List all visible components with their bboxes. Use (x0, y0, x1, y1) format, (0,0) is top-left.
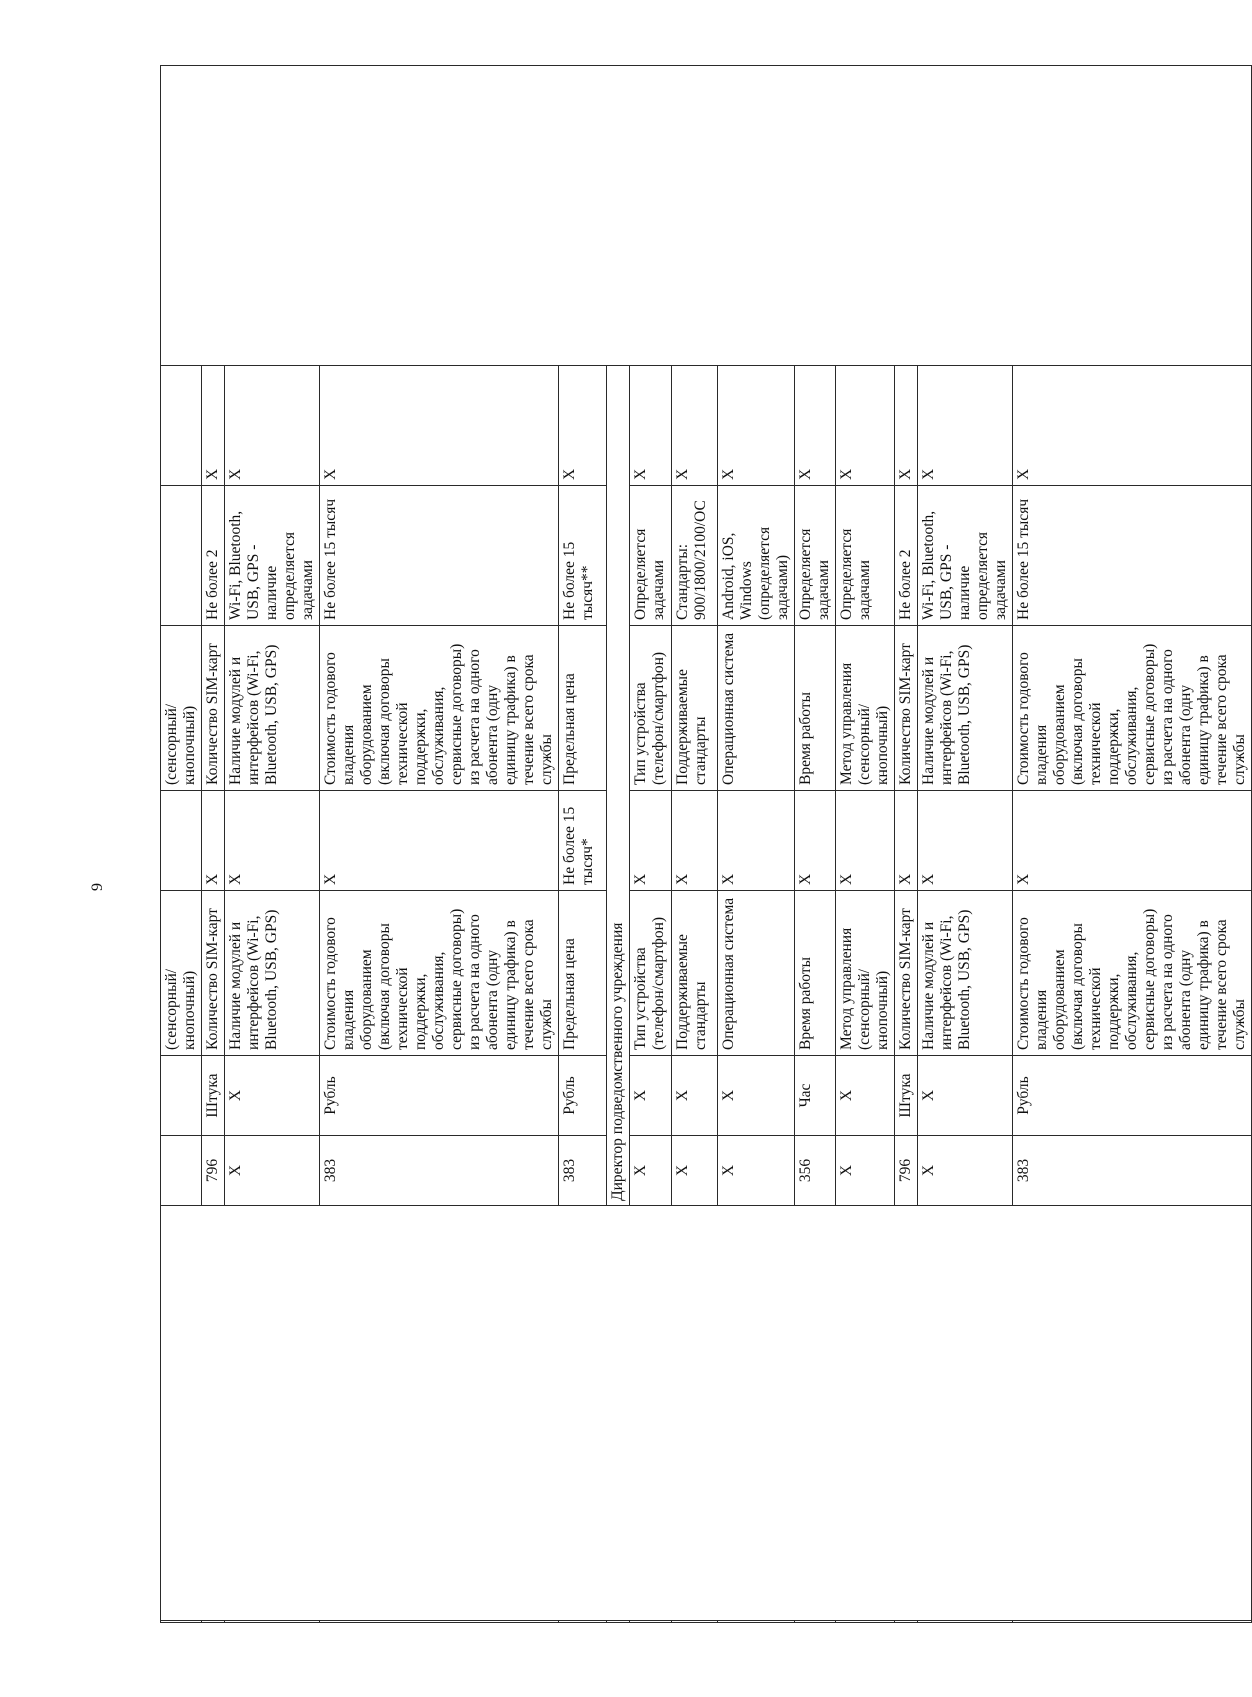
code-cell: 796 (895, 1136, 918, 1206)
mark-cell: X (895, 366, 918, 486)
name2-cell: Стоимость годового владения оборудованием (включая договоры технической поддержки, обслуживания, сервисные договоры) из расчета на одного абонента (одну единицу трафика) в течение всего срока службы (320, 626, 559, 791)
value2-cell: Не более 2 (202, 486, 225, 626)
name2-cell: Количество SIM-карт (202, 626, 225, 791)
unit-cell: Штука (202, 1056, 225, 1136)
table-row (161, 66, 202, 1623)
name-cell: Время работы (795, 891, 836, 1056)
code-cell: 383 (1013, 1136, 1252, 1206)
code-cell: 383 (320, 1136, 559, 1206)
unit-cell: Рубль (559, 1056, 607, 1136)
unit-cell: X (718, 1056, 795, 1136)
value1-cell: X (672, 791, 718, 891)
mark-cell: X (836, 366, 895, 486)
value1-cell: X (1013, 791, 1252, 891)
mark-cell: X (672, 366, 718, 486)
group-title: Директор подведомственного учреждения (607, 366, 630, 1206)
code-cell: X (836, 1136, 895, 1206)
value2-cell: Wi-Fi, Bluetooth, USB, GPS - наличие определяется задачами (225, 486, 320, 626)
value1-cell: X (202, 791, 225, 891)
unit-cell: Час (795, 1056, 836, 1136)
value2-cell: Стандарты: 900/1800/2100/ОС (672, 486, 718, 626)
value1-cell: X (836, 791, 895, 891)
value1-cell: X (630, 791, 672, 891)
name2-cell: Количество SIM-карт (895, 626, 918, 791)
name-cell: Метод управления (сенсорный/кнопочный) (836, 891, 895, 1056)
value1-cell: X (795, 791, 836, 891)
unit-cell: X (672, 1056, 718, 1136)
spec-table (160, 65, 1252, 1623)
code-cell: 356 (795, 1136, 836, 1206)
name-cell: Количество SIM-карт (202, 891, 225, 1056)
name2-cell: Время работы (795, 626, 836, 791)
name-cell: Поддерживаемые стандарты (672, 891, 718, 1056)
name2-cell: Наличие модулей и интерфейсов (Wi-Fi, Bluetooth, USB, GPS) (225, 626, 320, 791)
value1-cell: X (320, 791, 559, 891)
value2-cell: Определяется задачами (836, 486, 895, 626)
name-cell: Предельная цена (559, 891, 607, 1056)
unit-cell: X (836, 1056, 895, 1136)
unit-cell: Штука (895, 1056, 918, 1136)
value1-cell: Не более 15 тысяч* (559, 791, 607, 891)
value2-cell: Не более 15 тысяч** (559, 486, 607, 626)
code-cell: 383 (559, 1136, 607, 1206)
name-cell: Операционная система (718, 891, 795, 1056)
mark-cell: X (630, 366, 672, 486)
mark-cell: X (320, 366, 559, 486)
unit-cell (161, 1056, 202, 1136)
name-cell: Наличие модулей и интерфейсов (Wi-Fi, Bluetooth, USB, GPS) (225, 891, 320, 1056)
code-cell: X (225, 1136, 320, 1206)
name-cell: (сенсорный/кнопочный) (161, 891, 202, 1056)
empty-left-cell (161, 1206, 1252, 1621)
unit-cell: Рубль (1013, 1056, 1252, 1136)
page-number: 9 (89, 883, 106, 891)
code-cell: X (630, 1136, 672, 1206)
value2-cell: Определяется задачами (630, 486, 672, 626)
code-cell (161, 1136, 202, 1206)
value2-cell: Wi-Fi, Bluetooth, USB, GPS - наличие определяется задачами (918, 486, 1013, 626)
name-cell: Наличие модулей и интерфейсов (Wi-Fi, Bluetooth, USB, GPS) (918, 891, 1013, 1056)
name-cell: Количество SIM-карт (895, 891, 918, 1056)
empty-right-cell (161, 66, 1252, 366)
value2-cell: Не более 2 (895, 486, 918, 626)
unit-cell: Рубль (320, 1056, 559, 1136)
name2-cell: (сенсорный/кнопочный) (161, 626, 202, 791)
value2-cell: Определяется задачами (795, 486, 836, 626)
name2-cell: Наличие модулей и интерфейсов (Wi-Fi, Bluetooth, USB, GPS) (918, 626, 1013, 791)
value2-cell: Не более 15 тысяч (320, 486, 559, 626)
name2-cell: Метод управления (сенсорный/кнопочный) (836, 626, 895, 791)
mark-cell (161, 366, 202, 486)
code-cell: X (718, 1136, 795, 1206)
unit-cell: X (918, 1056, 1013, 1136)
name2-cell: Поддерживаемые стандарты (672, 626, 718, 791)
mark-cell: X (918, 366, 1013, 486)
unit-cell: X (630, 1056, 672, 1136)
value2-cell: Android, iOS, Windows (определяется задачами) (718, 486, 795, 626)
mark-cell: X (1013, 366, 1252, 486)
value1-cell (161, 791, 202, 891)
mark-cell: X (795, 366, 836, 486)
name2-cell: Операционная система (718, 626, 795, 791)
value2-cell (161, 486, 202, 626)
name-cell: Тип устройства (телефон/смартфон) (630, 891, 672, 1056)
code-cell: X (672, 1136, 718, 1206)
name2-cell: Тип устройства (телефон/смартфон) (630, 626, 672, 791)
name-cell: Стоимость годового владения оборудованием (включая договоры технической поддержки, обслуживания, сервисные договоры) из расчета на одного абонента (одну единицу трафика) в течение всего срока службы (1013, 891, 1252, 1056)
name2-cell: Стоимость годового владения оборудованием (включая договоры технической поддержки, обслуживания, сервисные договоры) из расчета на одного абонента (одну единицу трафика) в течение всего срока службы (1013, 626, 1252, 791)
name-cell: Стоимость годового владения оборудованием (включая договоры технической поддержки, обслуживания, сервисные договоры) из расчета на одного абонента (одну единицу трафика) в течение всего срока службы (320, 891, 559, 1056)
value1-cell: X (895, 791, 918, 891)
value1-cell: X (225, 791, 320, 891)
table-body-upper (161, 66, 1252, 1623)
unit-cell: X (225, 1056, 320, 1136)
value2-cell: Не более 15 тысяч (1013, 486, 1252, 626)
mark-cell: X (718, 366, 795, 486)
mark-cell: X (559, 366, 607, 486)
value1-cell: X (918, 791, 1013, 891)
name2-cell: Предельная цена (559, 626, 607, 791)
value1-cell: X (718, 791, 795, 891)
code-cell: X (918, 1136, 1013, 1206)
mark-cell: X (225, 366, 320, 486)
rotated-table-sheet (160, 68, 1248, 1623)
mark-cell: X (202, 366, 225, 486)
code-cell: 796 (202, 1136, 225, 1206)
